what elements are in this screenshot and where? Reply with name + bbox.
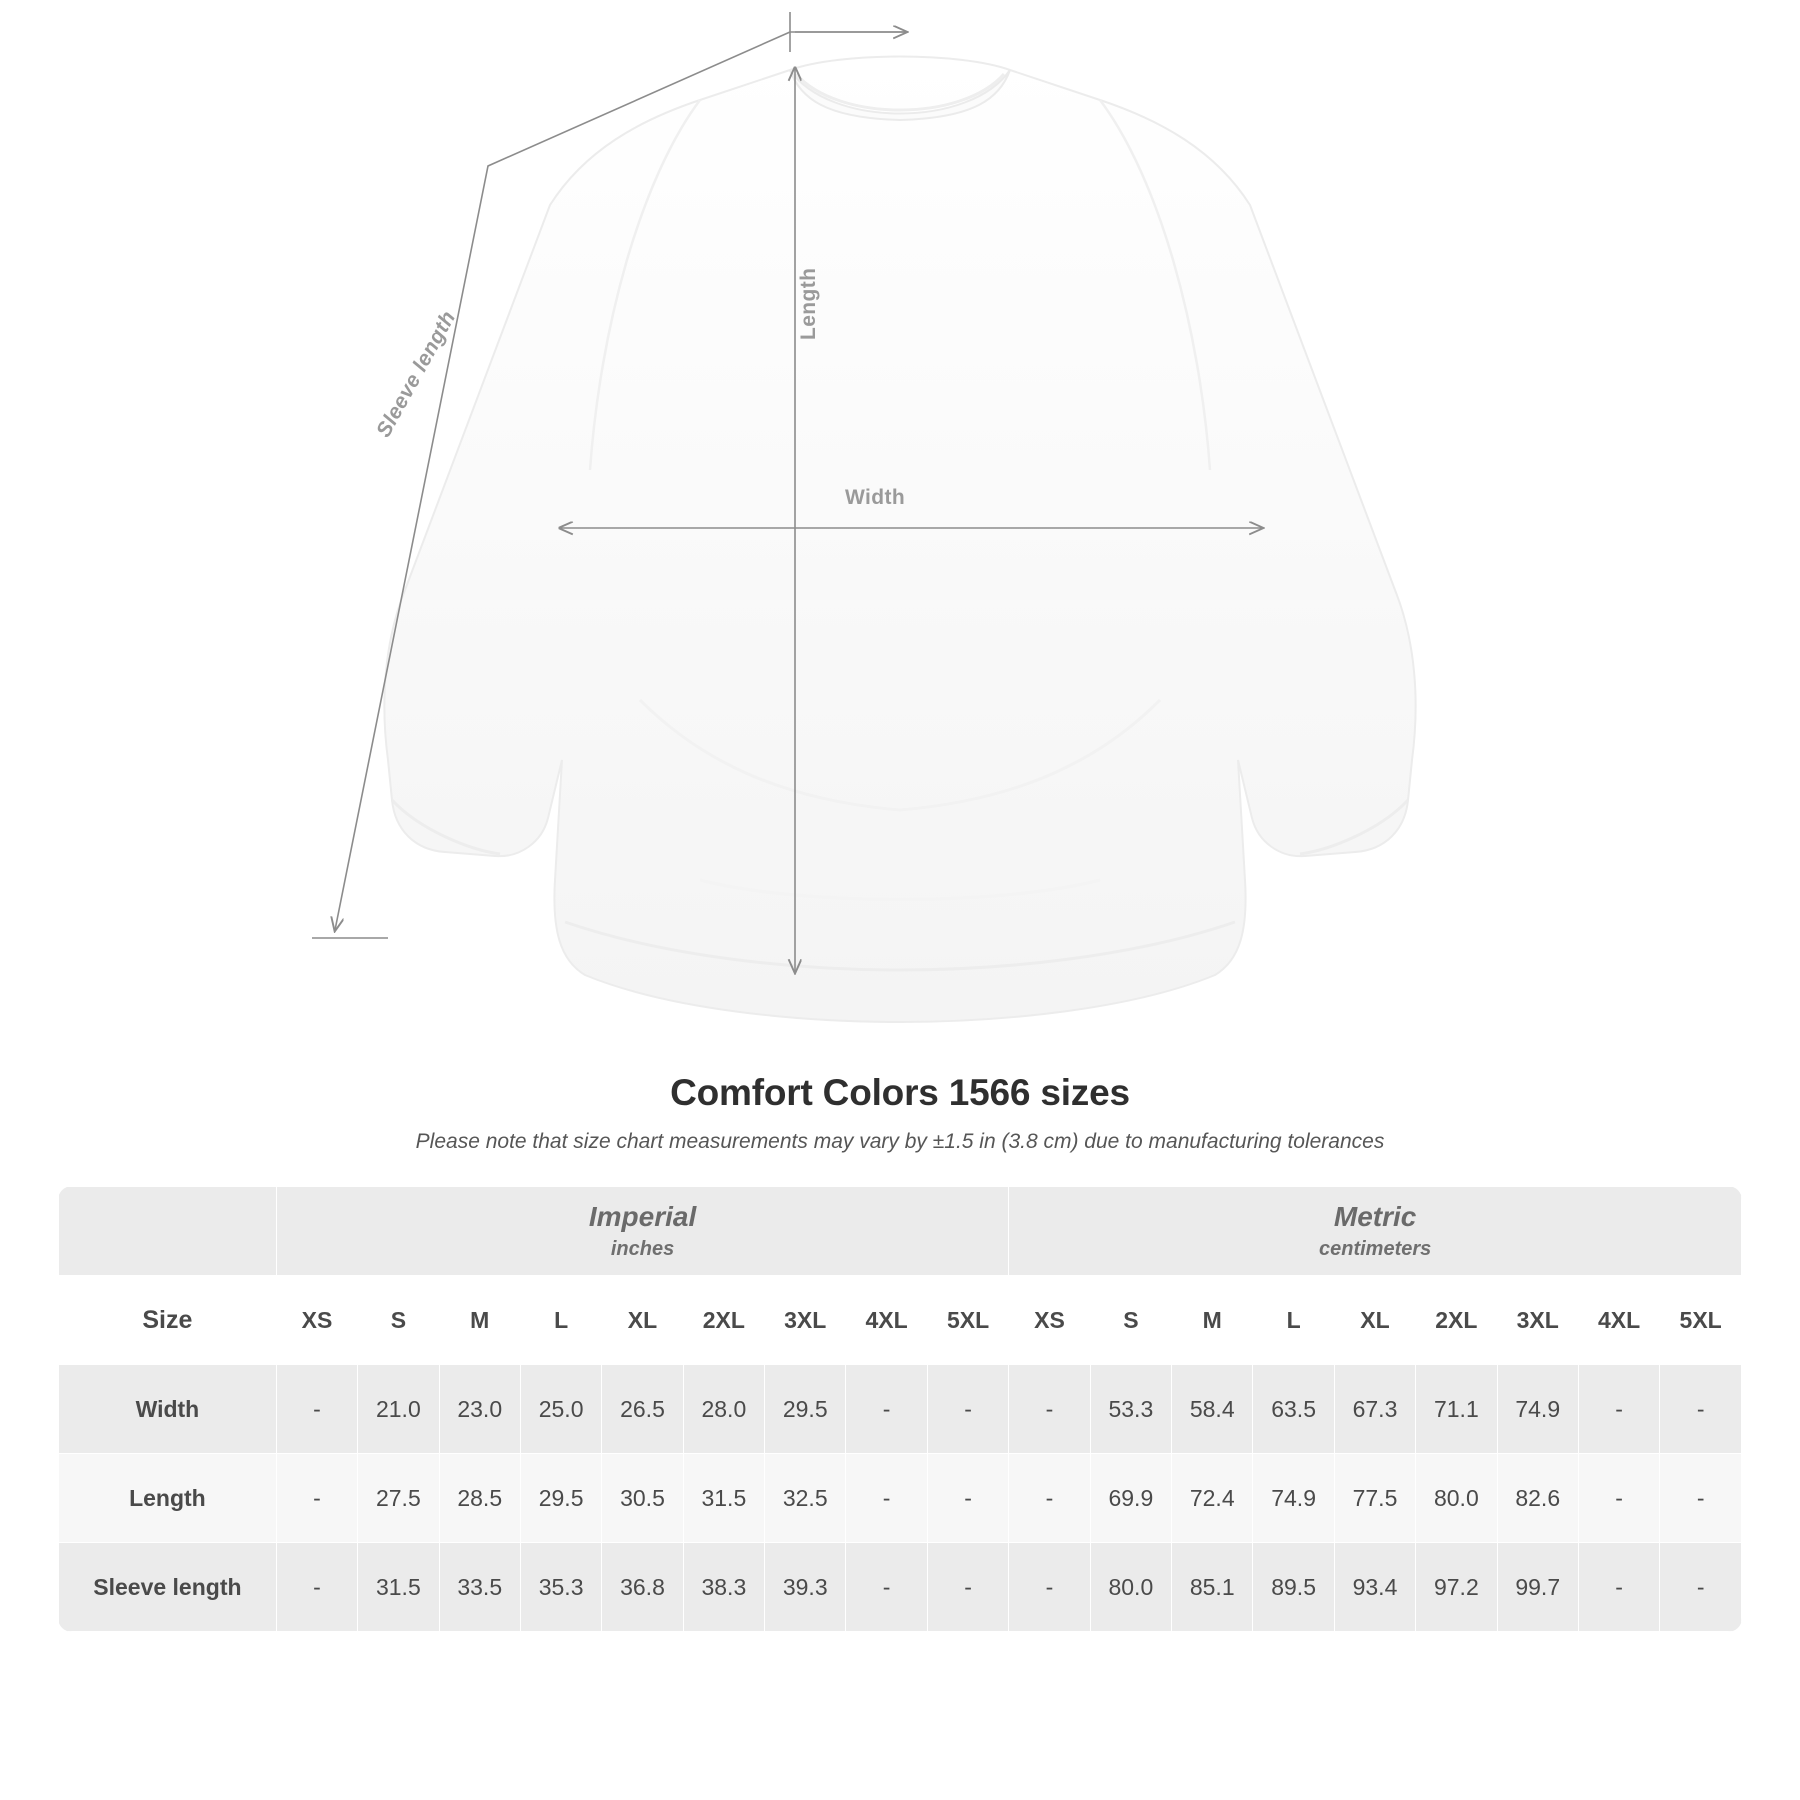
cell-width: 67.3 bbox=[1334, 1365, 1415, 1454]
width-label: Width bbox=[845, 486, 906, 509]
unit-group-imperial bbox=[276, 1187, 1009, 1276]
size-header-label: Size bbox=[59, 1276, 277, 1365]
cell-width: 58.4 bbox=[1172, 1365, 1253, 1454]
cell-width: - bbox=[927, 1365, 1009, 1454]
cell-length: - bbox=[1009, 1454, 1090, 1543]
cell-length: - bbox=[1578, 1454, 1659, 1543]
size-col-header: 4XL bbox=[846, 1276, 927, 1365]
size-col-header: XL bbox=[602, 1276, 683, 1365]
cell-length: - bbox=[1660, 1454, 1742, 1543]
cell-sleeve: - bbox=[846, 1543, 927, 1632]
cell-length: 69.9 bbox=[1090, 1454, 1171, 1543]
cell-sleeve: 99.7 bbox=[1497, 1543, 1578, 1632]
cell-width: 71.1 bbox=[1416, 1365, 1497, 1454]
unit-header-row bbox=[59, 1187, 1742, 1276]
tolerance-note: Please note that size chart measurements may vary by ±1.5 in (3.8 cm) due to manufacturing tolerances bbox=[415, 1130, 1385, 1153]
size-col-header: L bbox=[1253, 1276, 1334, 1365]
cell-length: 82.6 bbox=[1497, 1454, 1578, 1543]
cell-length: 29.5 bbox=[520, 1454, 601, 1543]
cell-width: 63.5 bbox=[1253, 1365, 1334, 1454]
cell-sleeve: 33.5 bbox=[439, 1543, 520, 1632]
cell-sleeve: 97.2 bbox=[1416, 1543, 1497, 1632]
table-row bbox=[59, 1543, 1742, 1632]
size-col-header: 5XL bbox=[1660, 1276, 1742, 1365]
cell-width: - bbox=[276, 1365, 357, 1454]
cell-width: 53.3 bbox=[1090, 1365, 1171, 1454]
size-col-header: M bbox=[1172, 1276, 1253, 1365]
cell-sleeve: 38.3 bbox=[683, 1543, 764, 1632]
cell-length: 28.5 bbox=[439, 1454, 520, 1543]
cell-width: 21.0 bbox=[358, 1365, 439, 1454]
unit-group-imperial-sub: inches bbox=[610, 1237, 675, 1260]
unit-corner-cell bbox=[59, 1187, 277, 1276]
cell-length: - bbox=[846, 1454, 927, 1543]
size-col-header: XS bbox=[276, 1276, 357, 1365]
cell-sleeve: 93.4 bbox=[1334, 1543, 1415, 1632]
cell-width: - bbox=[1578, 1365, 1659, 1454]
cell-sleeve: 36.8 bbox=[602, 1543, 683, 1632]
sweatshirt-shape bbox=[384, 57, 1415, 1023]
cell-length: 30.5 bbox=[602, 1454, 683, 1543]
size-col-header: S bbox=[358, 1276, 439, 1365]
cell-length: - bbox=[927, 1454, 1009, 1543]
size-col-header: XL bbox=[1334, 1276, 1415, 1365]
unit-group-imperial-name: Imperial bbox=[588, 1201, 697, 1233]
cell-width: 28.0 bbox=[683, 1365, 764, 1454]
cell-width: 23.0 bbox=[439, 1365, 520, 1454]
cell-width: - bbox=[1009, 1365, 1090, 1454]
size-table-wrapper bbox=[58, 1186, 1742, 1632]
cell-width: - bbox=[846, 1365, 927, 1454]
cell-length: 74.9 bbox=[1253, 1454, 1334, 1543]
size-col-header: 2XL bbox=[1416, 1276, 1497, 1365]
cell-length: 80.0 bbox=[1416, 1454, 1497, 1543]
cell-width: 29.5 bbox=[765, 1365, 846, 1454]
size-col-header: 4XL bbox=[1578, 1276, 1659, 1365]
length-label: Length bbox=[797, 267, 820, 340]
cell-sleeve: - bbox=[1578, 1543, 1659, 1632]
unit-group-metric-name: Metric bbox=[1333, 1201, 1417, 1233]
size-col-header: XS bbox=[1009, 1276, 1090, 1365]
cell-width: 74.9 bbox=[1497, 1365, 1578, 1454]
unit-group-metric-sub: centimeters bbox=[1319, 1237, 1432, 1260]
cell-length: 32.5 bbox=[765, 1454, 846, 1543]
cell-length: - bbox=[276, 1454, 357, 1543]
cell-sleeve: 85.1 bbox=[1172, 1543, 1253, 1632]
cell-sleeve: 39.3 bbox=[765, 1543, 846, 1632]
row-label-length: Length bbox=[59, 1454, 277, 1543]
size-col-header: 5XL bbox=[927, 1276, 1009, 1365]
cell-length: 72.4 bbox=[1172, 1454, 1253, 1543]
size-header-row bbox=[59, 1276, 1742, 1365]
size-col-header: 3XL bbox=[765, 1276, 846, 1365]
size-col-header: 2XL bbox=[683, 1276, 764, 1365]
cell-sleeve: - bbox=[1009, 1543, 1090, 1632]
table-row bbox=[59, 1365, 1742, 1454]
table-row bbox=[59, 1454, 1742, 1543]
size-col-header: S bbox=[1090, 1276, 1171, 1365]
size-col-header: M bbox=[439, 1276, 520, 1365]
cell-length: 31.5 bbox=[683, 1454, 764, 1543]
unit-group-metric bbox=[1009, 1187, 1742, 1276]
page-title: Comfort Colors 1566 sizes bbox=[670, 1072, 1130, 1113]
cell-width: - bbox=[1660, 1365, 1742, 1454]
cell-sleeve: 31.5 bbox=[358, 1543, 439, 1632]
cell-length: 27.5 bbox=[358, 1454, 439, 1543]
size-col-header: L bbox=[520, 1276, 601, 1365]
cell-length: 77.5 bbox=[1334, 1454, 1415, 1543]
cell-sleeve: 89.5 bbox=[1253, 1543, 1334, 1632]
cell-width: 25.0 bbox=[520, 1365, 601, 1454]
title-block bbox=[0, 1072, 1800, 1154]
row-label-width: Width bbox=[59, 1365, 277, 1454]
size-col-header: 3XL bbox=[1497, 1276, 1578, 1365]
cell-sleeve: - bbox=[276, 1543, 357, 1632]
cell-sleeve: 80.0 bbox=[1090, 1543, 1171, 1632]
size-table bbox=[58, 1186, 1742, 1632]
sleeve-length-label: Sleeve length bbox=[372, 307, 461, 442]
cell-sleeve: - bbox=[927, 1543, 1009, 1632]
cell-sleeve: - bbox=[1660, 1543, 1742, 1632]
cell-sleeve: 35.3 bbox=[520, 1543, 601, 1632]
cell-width: 26.5 bbox=[602, 1365, 683, 1454]
row-label-sleeve-length: Sleeve length bbox=[59, 1543, 277, 1632]
